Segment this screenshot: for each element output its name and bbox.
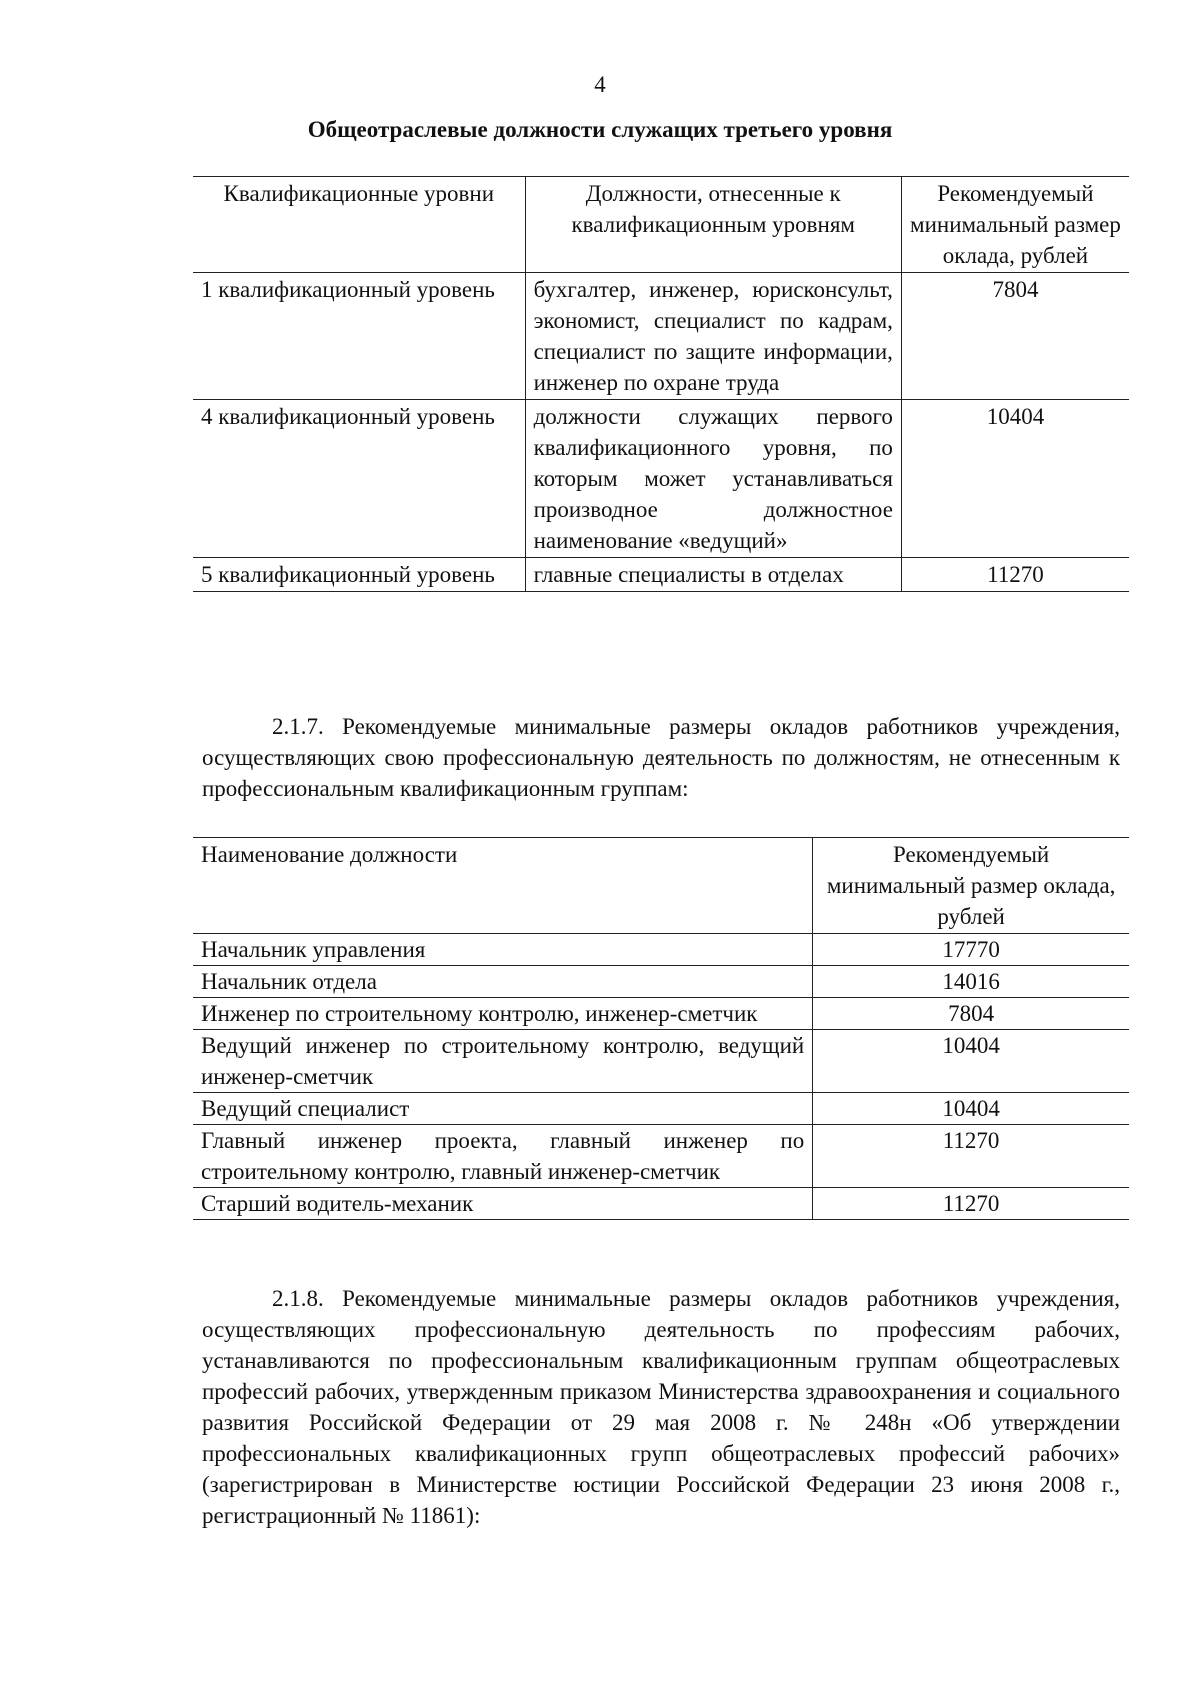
table-row <box>193 558 1129 592</box>
table-row <box>193 1093 1129 1125</box>
table-row <box>193 998 1129 1030</box>
position-cell: Главный инженер проекта, главный инженер по строительному контролю, главный инженер-сметчик <box>193 1125 813 1188</box>
salary-cell: 11270 <box>813 1125 1129 1188</box>
table-row <box>193 966 1129 998</box>
salary-cell: 17770 <box>813 934 1129 966</box>
section-title: Общеотраслевые должности служащих третьего уровня <box>307 117 893 142</box>
table-row <box>193 1030 1129 1093</box>
table-row <box>193 1125 1129 1188</box>
salary-cell: 7804 <box>813 998 1129 1030</box>
position-cell: Начальник отдела <box>193 966 813 998</box>
table-row <box>193 934 1129 966</box>
salary-cell: 7804 <box>901 273 1129 400</box>
position-cell: Начальник управления <box>193 934 813 966</box>
table-header-row <box>193 177 1129 273</box>
table-row <box>193 1188 1129 1220</box>
table-row <box>193 273 1129 400</box>
position-cell: Ведущий инженер по строительному контролю, ведущий инженер-сметчик <box>193 1030 813 1093</box>
column-header-positions: Должности, отнесенные к квалификационным уровням <box>525 177 901 273</box>
level-cell: 1 квалификационный уровень <box>193 273 525 400</box>
position-cell: Ведущий специалист <box>193 1093 813 1125</box>
qualification-levels-table <box>193 176 1129 592</box>
salary-cell: 10404 <box>901 400 1129 558</box>
salary-cell: 14016 <box>813 966 1129 998</box>
level-cell: 5 квалификационный уровень <box>193 558 525 592</box>
level-cell: 4 квалификационный уровень <box>193 400 525 558</box>
salary-cell: 11270 <box>813 1188 1129 1220</box>
salary-cell: 10404 <box>813 1093 1129 1125</box>
table-row <box>193 400 1129 558</box>
positions-cell: бухгалтер, инженер, юрисконсульт, экономист, специалист по кадрам, специалист по защите информации, инженер по охране труда <box>525 273 901 400</box>
salary-cell: 10404 <box>813 1030 1129 1093</box>
positions-cell: должности служащих первого квалификационного уровня, по которым может устанавливаться производное должностное наименование «ведущий» <box>525 400 901 558</box>
column-header-position-name: Наименование должности <box>193 838 813 934</box>
positions-cell: главные специалисты в отделах <box>525 558 901 592</box>
position-cell: Инженер по строительному контролю, инженер-сметчик <box>193 998 813 1030</box>
non-group-positions-table <box>193 837 1129 1220</box>
position-cell: Старший водитель-механик <box>193 1188 813 1220</box>
column-header-salary: Рекомендуемый минимальный размер оклада, рублей <box>901 177 1129 273</box>
paragraph-2-1-8: 2.1.8. Рекомендуемые минимальные размеры окладов работников учреждения, осуществляющих профессиональную деятельность по профессиям рабочих, устанавливаются по профессиональным квалификационным группам общеотраслевых профессий рабочих, утвержденным приказом Министерства здравоохранения и социального развития Российской Федерации от 29 мая 2008 г. № 248н «Об утверждении профессиональных квалификационных групп общеотраслевых профессий рабочих» (зарегистрирован в Министерстве юстиции Российской Федерации 23 июня 2008 г., регистрационный № 11861): <box>202 1286 1120 1528</box>
page-number: 4 <box>594 72 606 97</box>
column-header-levels: Квалификационные уровни <box>193 177 525 273</box>
table-header-row <box>193 838 1129 934</box>
salary-cell: 11270 <box>901 558 1129 592</box>
paragraph-2-1-7: 2.1.7. Рекомендуемые минимальные размеры окладов работников учреждения, осуществляющих свою профессиональную деятельность по должностям, не отнесенным к профессиональным квалификационным группам: <box>202 714 1120 801</box>
column-header-salary: Рекомендуемый минимальный размер оклада, рублей <box>813 838 1129 934</box>
